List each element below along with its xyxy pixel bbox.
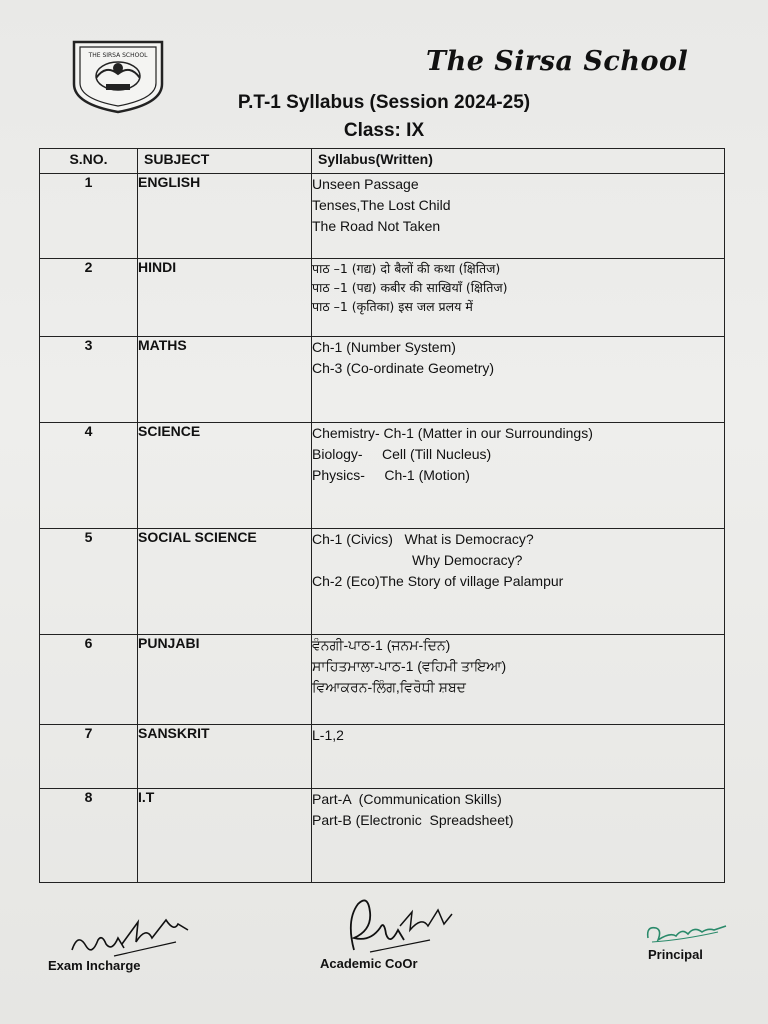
row-sno: 3 bbox=[40, 337, 138, 423]
syllabus-line: L-1,2 bbox=[312, 727, 344, 743]
syllabus-line: पाठ –1 (गद्य) दो बैलों की कथा (क्षितिज) bbox=[312, 261, 501, 276]
syllabus-line: ਵੰਨਗੀ-ਪਾਠ-1 (ਜਨਮ-ਦਿਨ) bbox=[312, 637, 451, 653]
svg-text:THE SIRSA SCHOOL: THE SIRSA SCHOOL bbox=[88, 52, 148, 59]
syllabus-line: ਸਾਹਿਤਮਾਲਾ-ਪਾਠ-1 (ਵਹਿਮੀ ਤਾਇਆ) bbox=[312, 658, 507, 674]
row-subject: SOCIAL SCIENCE bbox=[138, 529, 312, 635]
syllabus-line: Part-B (Electronic Spreadsheet) bbox=[312, 812, 514, 828]
header-syllabus: Syllabus(Written) bbox=[312, 149, 725, 174]
row-subject: PUNJABI bbox=[138, 635, 312, 725]
syllabus-line: ਵਿਆਕਰਨ-ਲਿੰਗ,ਵਿਰੋਧੀ ਸ਼ਬਦ bbox=[312, 679, 466, 695]
row-sno: 1 bbox=[40, 174, 138, 259]
table-row bbox=[40, 529, 725, 635]
table-row bbox=[40, 337, 725, 423]
row-subject: MATHS bbox=[138, 337, 312, 423]
principal-label: Principal bbox=[648, 947, 703, 962]
row-syllabus bbox=[312, 423, 725, 529]
table-row bbox=[40, 635, 725, 725]
page-title: P.T-1 Syllabus (Session 2024-25) bbox=[237, 92, 531, 113]
table-row bbox=[40, 725, 725, 789]
row-sno: 4 bbox=[40, 423, 138, 529]
row-syllabus bbox=[312, 635, 725, 725]
syllabus-line: The Road Not Taken bbox=[312, 218, 441, 234]
syllabus-line: Chemistry- Ch-1 (Matter in our Surroundings) bbox=[312, 425, 593, 441]
syllabus-line: पाठ –1 (पद्य) कबीर की साखियाँ (क्षितिज) bbox=[312, 280, 508, 295]
syllabus-line: Ch-1 (Number System) bbox=[312, 339, 456, 355]
syllabus-line: Physics- Ch-1 (Motion) bbox=[312, 467, 470, 483]
syllabus-line: Ch-2 (Eco)The Story of village Palampur bbox=[312, 573, 564, 589]
table-row bbox=[40, 789, 725, 883]
header-sno: S.NO. bbox=[40, 149, 138, 174]
school-name: The Sirsa School bbox=[426, 46, 689, 77]
row-subject: HINDI bbox=[138, 259, 312, 337]
syllabus-line: Biology- Cell (Till Nucleus) bbox=[312, 446, 492, 462]
academic-coordinator-signature bbox=[340, 890, 460, 965]
row-syllabus bbox=[312, 337, 725, 423]
syllabus-line: Tenses,The Lost Child bbox=[312, 197, 451, 213]
row-syllabus bbox=[312, 259, 725, 337]
row-subject: ENGLISH bbox=[138, 174, 312, 259]
row-syllabus bbox=[312, 789, 725, 883]
syllabus-line: Unseen Passage bbox=[312, 176, 419, 192]
row-syllabus bbox=[312, 529, 725, 635]
academic-coordinator-label: Academic CoOr bbox=[320, 956, 418, 971]
table-header-row bbox=[40, 149, 725, 174]
row-subject: I.T bbox=[138, 789, 312, 883]
row-syllabus bbox=[312, 725, 725, 789]
table-row bbox=[40, 174, 725, 259]
table-row bbox=[40, 423, 725, 529]
exam-incharge-label: Exam Incharge bbox=[48, 958, 141, 973]
syllabus-line: Ch-3 (Co-ordinate Geometry) bbox=[312, 360, 495, 376]
header-subject: SUBJECT bbox=[138, 149, 312, 174]
class-label: Class: IX bbox=[343, 120, 425, 141]
row-sno: 5 bbox=[40, 529, 138, 635]
row-sno: 2 bbox=[40, 259, 138, 337]
row-sno: 6 bbox=[40, 635, 138, 725]
syllabus-line: Part-A (Communication Skills) bbox=[312, 791, 502, 807]
row-subject: SANSKRIT bbox=[138, 725, 312, 789]
syllabus-line: Why Democracy? bbox=[412, 552, 523, 568]
row-subject: SCIENCE bbox=[138, 423, 312, 529]
table-row bbox=[40, 259, 725, 337]
syllabus-line: पाठ –1 (कृतिका) इस जल प्रलय में bbox=[312, 299, 473, 314]
syllabus-table bbox=[39, 148, 725, 883]
row-sno: 8 bbox=[40, 789, 138, 883]
row-sno: 7 bbox=[40, 725, 138, 789]
row-syllabus bbox=[312, 174, 725, 259]
syllabus-line: Ch-1 (Civics) What is Democracy? bbox=[312, 531, 534, 547]
